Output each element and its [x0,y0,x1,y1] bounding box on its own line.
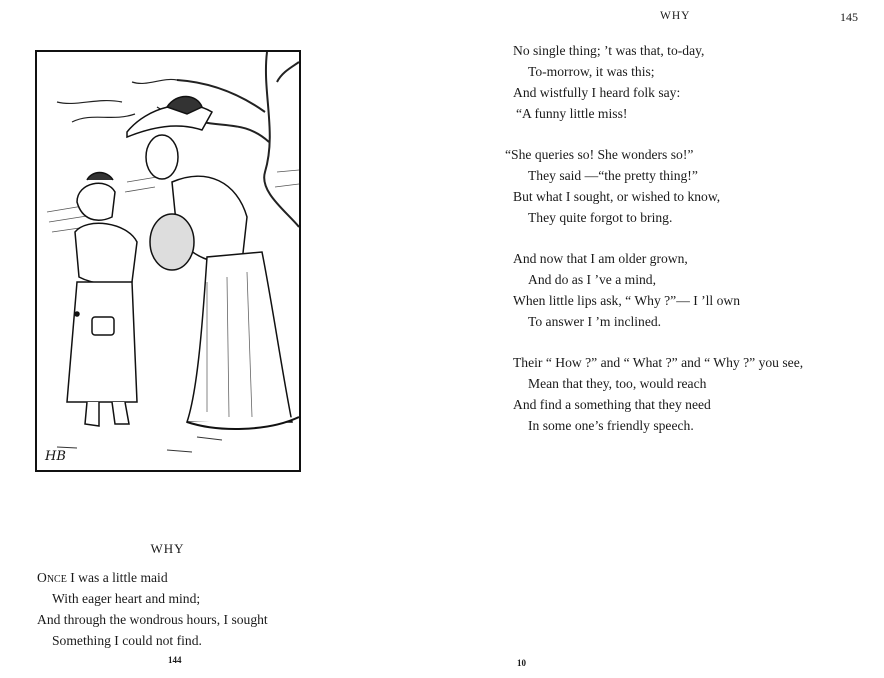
page-folio: 144 [168,655,182,665]
signature-mark: 10 [517,658,526,668]
verse-line: No single thing; ’t was that, to-day, [513,43,705,58]
opening-word: Once [37,570,67,585]
verse-line-rest: I was a little maid [66,570,168,585]
verse-line: And do as I ’ve a mind, [528,272,656,287]
verse-line: In some one’s friendly speech. [528,418,694,433]
running-head: WHY [660,10,691,22]
verse-line: “She queries so! She wonders so!” [505,147,694,162]
poem-title: WHY [150,541,185,556]
verse-line: Their “ How ?” and “ What ?” and “ Why ?” you see, [513,355,804,370]
verse-line: Something I could not find. [52,633,202,648]
verse-line: To-morrow, it was this; [528,64,655,79]
verse-line: And through the wondrous hours, I sought [37,612,268,627]
verse-line: And find a something that they need [513,397,711,412]
verse-line: They said —“the pretty thing!” [528,168,698,183]
illustration-frame [35,50,301,472]
woman-and-girl-illustration [37,52,299,470]
verse-line: Mean that they, too, would reach [528,376,707,391]
verse-line: To answer I ’m inclined. [528,314,662,329]
verse-line: They quite forgot to bring. [528,210,673,225]
verse-line [37,570,168,586]
verse-line: But what I sought, or wished to know, [513,189,721,204]
artist-monogram: HB [45,449,66,464]
verse-line: When little lips ask, “ Why ?”— I ’ll own [513,293,741,308]
page-number: 145 [840,10,858,24]
verse-line: And wistfully I heard folk say: [513,85,681,100]
right-page [442,0,884,678]
verse-line: With eager heart and mind; [52,591,201,606]
verse-line: “A funny little miss! [516,106,628,121]
verse-line: And now that I am older grown, [513,251,688,266]
